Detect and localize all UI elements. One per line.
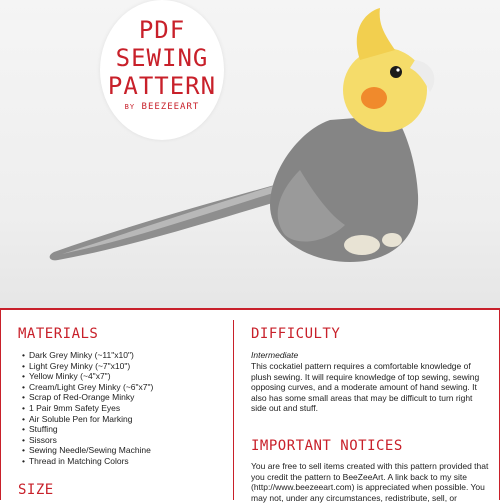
- title-line-3: PATTERN: [107, 72, 217, 100]
- size-heading: SIZE: [18, 482, 54, 498]
- materials-heading: MATERIALS: [18, 326, 99, 342]
- notices-heading: IMPORTANT NOTICES: [251, 438, 403, 454]
- list-item: • Light Grey Minky (~7"x10"): [22, 361, 153, 372]
- materials-list: [22, 350, 153, 467]
- column-divider: [233, 320, 234, 500]
- brand-byline: [100, 102, 224, 112]
- title-badge: [100, 0, 224, 140]
- title-line-1: PDF: [138, 16, 186, 44]
- difficulty-description: This cockatiel pattern requires a comfortable knowledge of plush sewing. It will require knowledge of top sewing, sewing opposing curves, and a moderate amount of hand sewing. It also has some small areas that may be difficult to turn right side out and stuff.: [251, 361, 480, 414]
- difficulty-level: Intermediate: [251, 350, 299, 360]
- bird-foot-2: [382, 233, 402, 247]
- section-divider: [0, 308, 500, 310]
- brand-name: BEEZEEART: [141, 102, 200, 112]
- list-item: • Sewing Needle/Sewing Machine: [22, 445, 153, 456]
- list-item: • Sissors: [22, 435, 153, 446]
- list-item: • Air Soluble Pen for Marking: [22, 414, 153, 425]
- list-item: • 1 Pair 9mm Safety Eyes: [22, 403, 153, 414]
- list-item: • Dark Grey Minky (~11"x10"): [22, 350, 153, 361]
- bird-cheek: [361, 87, 387, 109]
- bird-eye: [390, 66, 402, 78]
- difficulty-heading: DIFFICULTY: [251, 326, 341, 342]
- bird-foot: [344, 235, 380, 255]
- notices-description: You are free to sell items created with this pattern provided that you credit the pattern to BeeZeeArt. A link back to my site (http://www.beezeeart.com) is appreciated when possible. You may not, under any circumstances, redistribute, sell, or: [251, 461, 489, 503]
- list-item: • Yellow Minky (~4"x7"): [22, 371, 153, 382]
- by-label: BY: [124, 103, 136, 111]
- list-item: • Scrap of Red-Orange Minky: [22, 392, 153, 403]
- title-line-2: SEWING: [115, 44, 209, 72]
- bird-head: [343, 48, 427, 132]
- frame-border-left: [0, 310, 1, 500]
- bird-tail-light: [62, 178, 300, 254]
- list-item: • Cream/Light Grey Minky (~6"x7"): [22, 382, 153, 393]
- list-item: • Stuffing: [22, 424, 153, 435]
- list-item: • Thread in Matching Colors: [22, 456, 153, 467]
